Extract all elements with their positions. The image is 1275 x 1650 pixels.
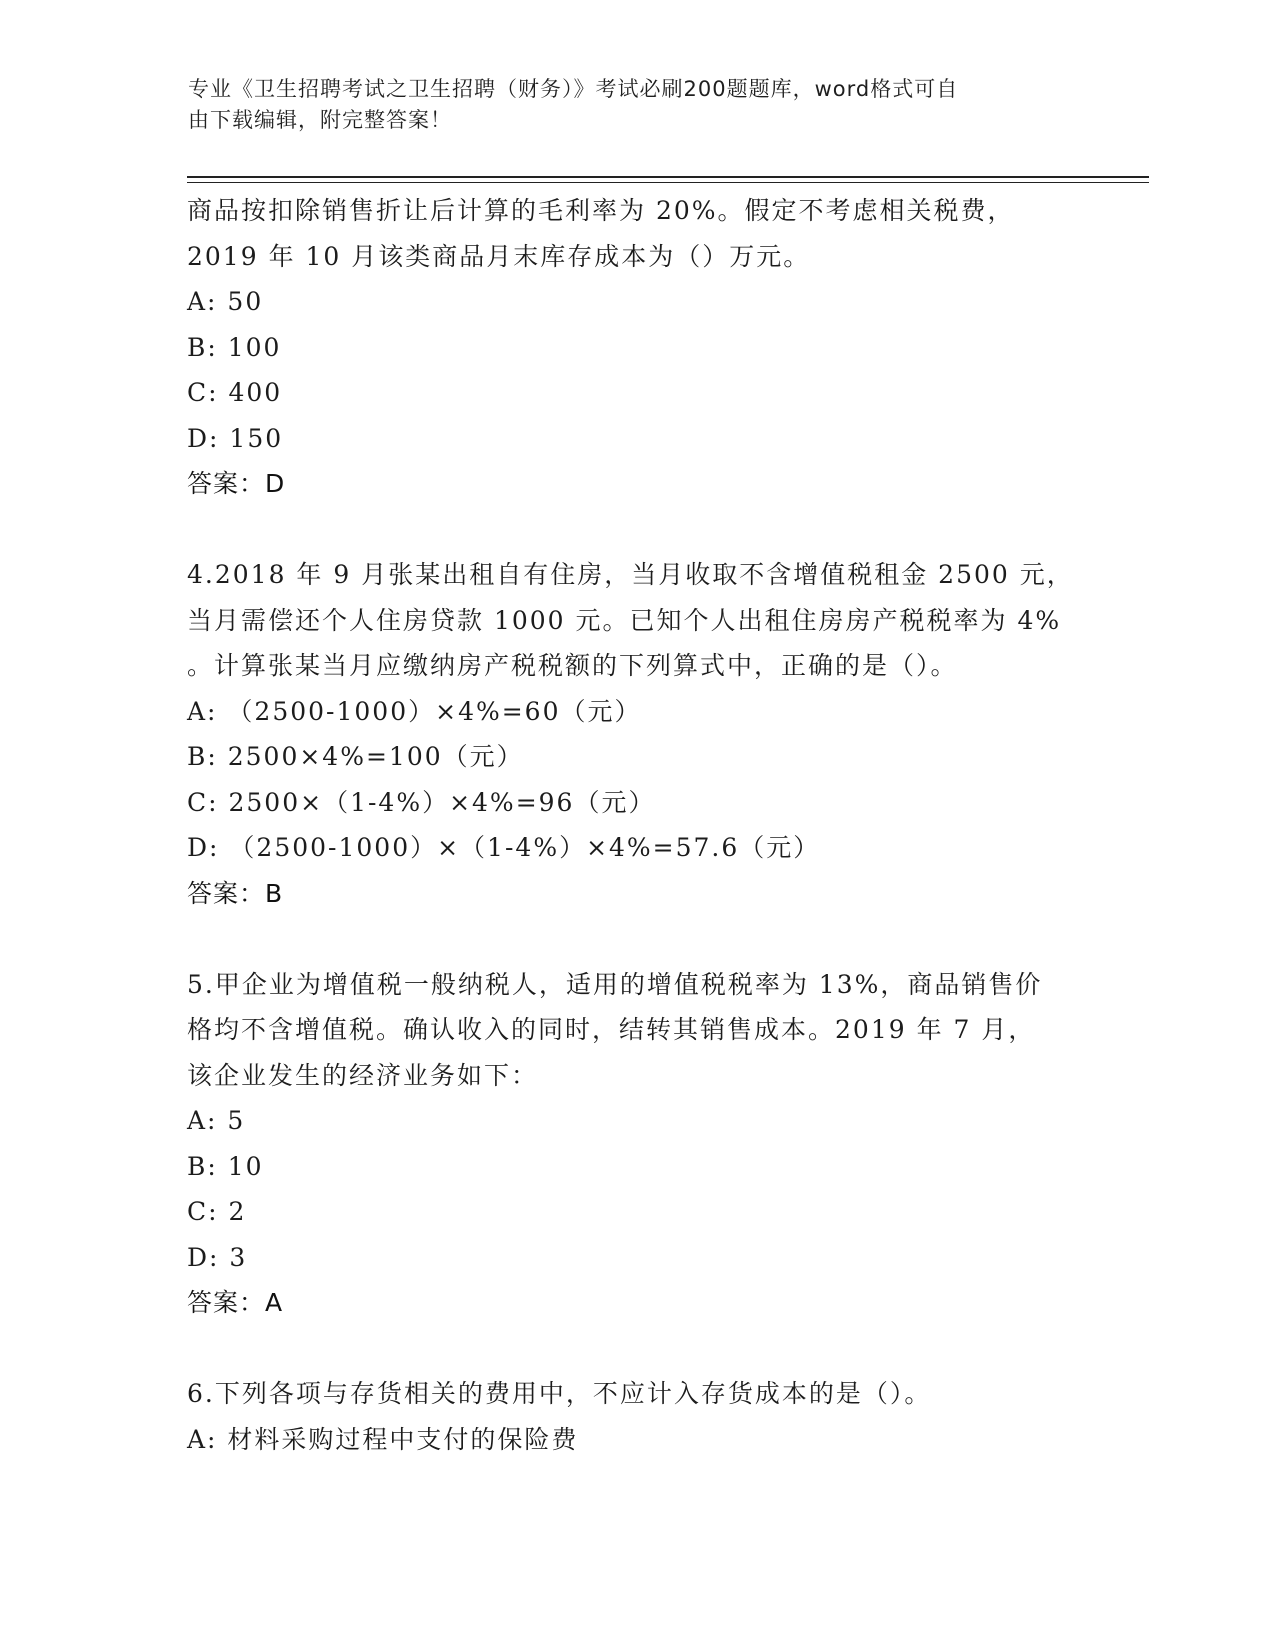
option-b: B: 10 — [187, 1151, 264, 1181]
question-5 — [187, 962, 1087, 1326]
answer-line: 答案：A — [187, 1288, 284, 1317]
question-4 — [187, 552, 1087, 916]
option-c: C: 2 — [187, 1197, 247, 1226]
answer-line: 答案：D — [187, 469, 286, 498]
question-stem-line: 5.甲企业为增值税一般纳税人，适用的增值税税率为 13%，商品销售价 — [187, 969, 1043, 999]
option-a: A: （2500-1000）×4%=60（元） — [187, 696, 642, 726]
question-stem-line: 2019 年 10 月该类商品月末库存成本为（）万元。 — [187, 241, 811, 271]
question-spacer — [187, 506, 1087, 552]
question-stem-line: 当月需偿还个人住房贷款 1000 元。已知个人出租住房房产税税率为 4% — [187, 605, 1062, 635]
option-c: C: 2500×（1-4%）×4%=96（元） — [187, 787, 656, 817]
option-a: A: 材料采购过程中支付的保险费 — [187, 1424, 579, 1454]
question-spacer — [187, 916, 1087, 962]
question-stem-line: 该企业发生的经济业务如下： — [187, 1060, 539, 1090]
header-title-line-2: 由下载编辑，附完整答案！ — [188, 108, 452, 132]
question-3 — [187, 188, 1087, 506]
question-stem-line: 4.2018 年 9 月张某出租自有住房，当月收取不含增值税租金 2500 元， — [187, 560, 1074, 589]
question-stem-line: 格均不含增值税。确认收入的同时，结转其销售成本。2019 年 7 月， — [187, 1015, 1036, 1044]
question-stem-line: 商品按扣除销售折让后计算的毛利率为 20%。假定不考虑相关税费， — [187, 196, 1015, 225]
answer-line: 答案：B — [187, 878, 284, 908]
option-a: A: 50 — [187, 287, 264, 316]
option-b: B: 100 — [187, 332, 282, 362]
option-d: D: 150 — [187, 423, 284, 453]
option-a: A: 5 — [187, 1106, 246, 1135]
question-spacer — [187, 1325, 1087, 1371]
option-d: D: （2500-1000）×（1-4%）×4%=57.6（元） — [187, 833, 821, 862]
option-d: D: 3 — [187, 1242, 248, 1272]
header-title-line-1: 专业《卫生招聘考试之卫生招聘（财务）》考试必刷200题题库，word格式可自 — [188, 77, 959, 101]
header-rule-thick — [187, 176, 1149, 178]
question-stem-line: 。计算张某当月应缴纳房产税税额的下列算式中，正确的是（）。 — [187, 651, 958, 680]
option-b: B: 2500×4%=100（元） — [187, 742, 524, 771]
option-c: C: 400 — [187, 378, 283, 407]
question-list — [187, 188, 1087, 1462]
header-rule-thin — [187, 182, 1149, 183]
document-header — [188, 74, 1068, 136]
question-stem-line: 6.下列各项与存货相关的费用中，不应计入存货成本的是（）。 — [187, 1379, 932, 1408]
question-6 — [187, 1371, 1087, 1462]
